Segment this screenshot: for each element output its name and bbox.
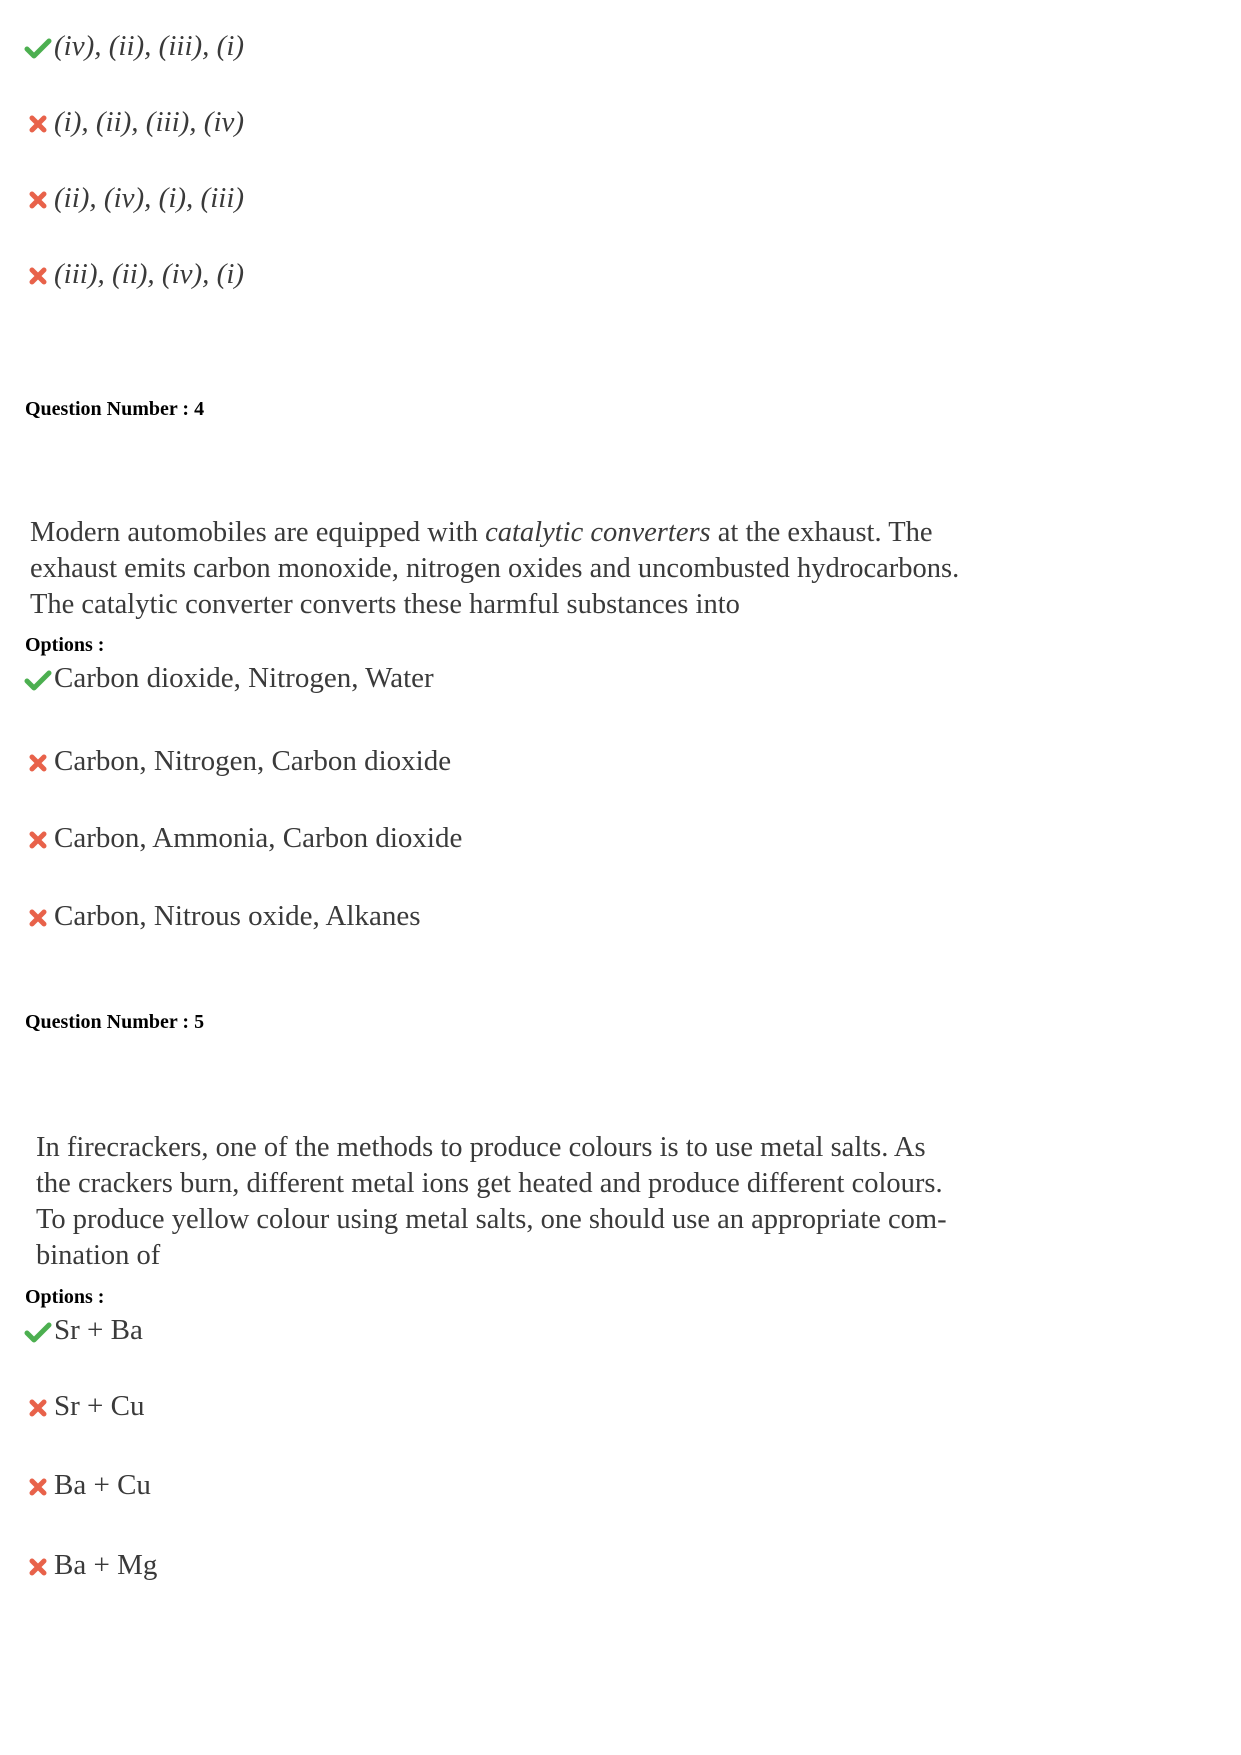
options-label: Options : [25,1286,105,1308]
cross-icon [24,109,52,137]
option-row [24,258,244,291]
option-text: Carbon, Nitrogen, Carbon dioxide [54,745,452,777]
question-text [30,515,1060,623]
option-text: Ba + Mg [54,1549,158,1581]
question-line: bination of [36,1240,161,1271]
option-row [24,1390,144,1423]
option-row [24,745,451,778]
cross-icon [24,903,52,931]
option-text: Ba + Cu [54,1469,151,1501]
option-text: (iii), (ii), (iv), (i) [54,258,245,290]
cross-icon [24,825,52,853]
cross-icon [24,1472,52,1500]
option-text: (ii), (iv), (i), (iii) [54,182,245,214]
option-text: Carbon dioxide, Nitrogen, Water [54,662,434,694]
option-row [24,822,462,855]
question-line: The catalytic converter converts these harmful substances into [30,589,740,620]
option-text: (i), (ii), (iii), (iv) [54,106,245,138]
question-line: the crackers burn, different metal ions get heated and produce different colours. [36,1168,943,1199]
check-icon [24,33,52,61]
cross-icon [24,185,52,213]
option-row [24,900,420,933]
question-line: exhaust emits carbon monoxide, nitrogen oxides and uncombusted hydrocarbons. [30,553,960,584]
option-text: Sr + Cu [54,1390,145,1422]
option-row [24,662,434,695]
question-line: In firecrackers, one of the methods to produce colours is to use metal salts. As [36,1132,926,1163]
option-text: Carbon, Nitrous oxide, Alkanes [54,900,421,932]
option-row [24,30,244,63]
options-label: Options : [25,634,105,656]
check-icon [24,1317,52,1345]
option-row [24,106,244,139]
option-row [24,182,244,215]
option-text: Sr + Ba [54,1314,143,1346]
option-row [24,1549,157,1582]
question-number: Question Number : 5 [25,1011,205,1033]
option-text: Carbon, Ammonia, Carbon dioxide [54,822,463,854]
question-line: Modern automobiles are equipped with catalytic converters at the exhaust. The [30,517,933,548]
cross-icon [24,748,52,776]
cross-icon [24,1393,52,1421]
option-row [24,1314,143,1347]
question-number: Question Number : 4 [25,398,205,420]
question-line: To produce yellow colour using metal salts, one should use an appropriate com- [36,1204,947,1235]
question-text [36,1130,1066,1274]
option-text: (iv), (ii), (iii), (i) [54,30,245,62]
cross-icon [24,1552,52,1580]
check-icon [24,665,52,693]
cross-icon [24,261,52,289]
option-row [24,1469,151,1502]
